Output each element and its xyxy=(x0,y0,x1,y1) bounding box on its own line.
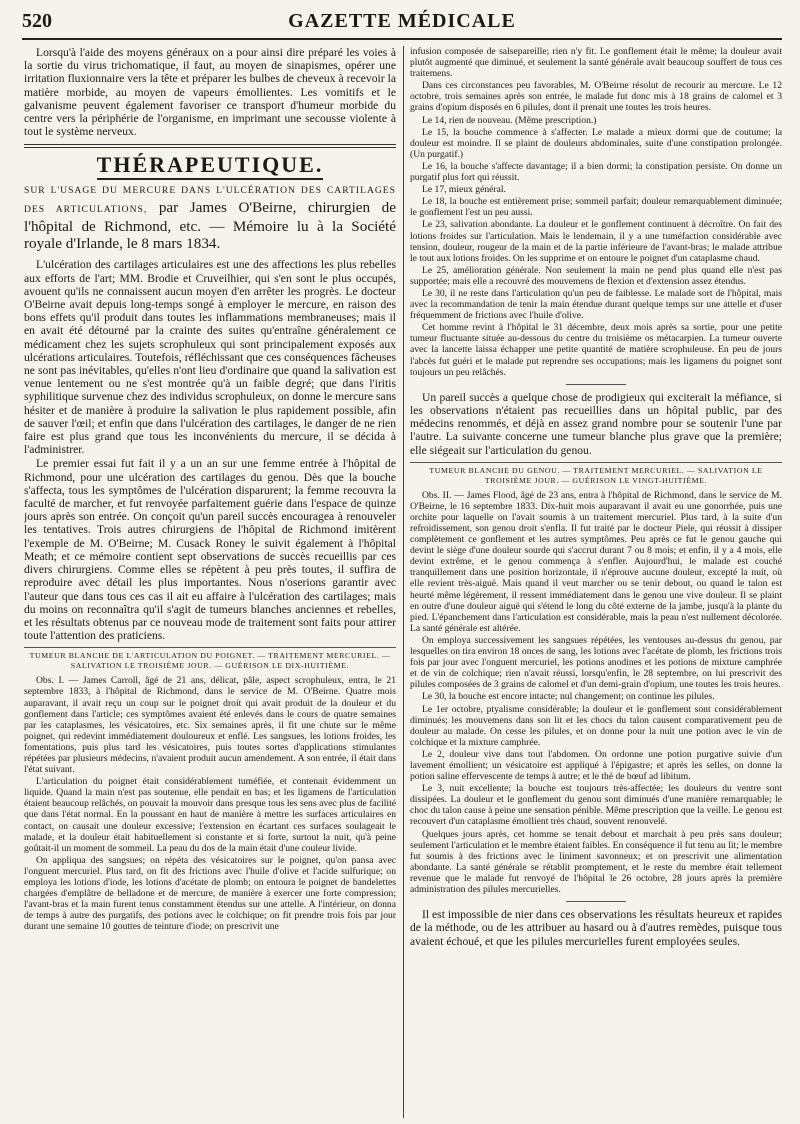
observation-paragraph: L'articulation du poignet était considérablement tuméfiée, et contenait évidemment un liquide. Quand la main n'est pas soutenue, elle pendait en bas; et les ligamens de l'articulation étaient beaucoup relâchés, on pouvait la mouvoir dans presque tous les sens avec plus de facilité que dans l'état normal. En la poussant en haut de manière à mettre les surfaces articulaires en contact, on causait une douleur excessive; l'extension en écartant ces surfaces soulageait le malade, et la douleur était habituellement si constante et si forte, surtout la nuit, qu'à peine goûtait-il un moment de sommeil. La peau du dos de la main était d'une couleur livide. xyxy=(24,776,396,854)
case-heading: TUMEUR BLANCHE DU GENOU. — TRAITEMENT MERCURIEL. — SALIVATION LE TROISIÈME JOUR. — GUÉRISON LE VINGT-HUITIÈME. xyxy=(410,462,782,486)
observation-paragraph: Le 15, la bouche commence à s'affecter. Le malade a mieux dormi que de coutume; la douleur est moindre. Il se plaint de douleurs abdominales, suite d'une constipation prolongée. (Un purgatif.) xyxy=(410,126,782,160)
article-title xyxy=(24,180,396,252)
article-title-smallcaps: SUR L'USAGE DU MERCURE DANS L'ULCÉRATION DES CARTILAGES DES ARTICULATIONS, xyxy=(24,185,396,216)
observation-paragraph: Obs. I. — James Carroll, âgé de 21 ans, délicat, pâle, aspect scrophuleux, entra, le 21 septembre 1833, à l'hôpital de Richmond, dans le service de M. O'Beirne. Quatre mois auparavant, il avait reçu un coup sur le poignet droit qui avait produit de la douleur et du gonflement dans l'article; ces symptômes avaient été enlevés dans le cours de quatre semaines par les cataplasmes, les vésicatoires, etc. Six semaines après, il fit une chute sur le même poignet, qui redevint immédiatement douloureux et enflé. Les sangsues, les lotions froides, les fomentations, puis plus tard les vésicatoires, puis toutes sortes d'applications stimulantes répétées par plusieurs médecins, n'avaient produit aucun amendement. A son entrée, il était dans l'état suivant. xyxy=(24,675,396,776)
section-heading-text: THÉRAPEUTIQUE. xyxy=(97,152,324,180)
observation-paragraph: Le 17, mieux général. xyxy=(422,184,506,196)
observation-paragraph: infusion composée de salsepareille; rien n'y fit. Le gonflement était le même; la douleur avait plutôt augmenté que diminué, et seulement la santé générale avait beaucoup souffert de tous ces traitemens. xyxy=(410,46,782,80)
observation-paragraph: Le 2, douleur vive dans tout l'abdomen. On ordonne une potion purgative suivie d'un lavement émollient; un vésicatoire est appliqué à l'épigastre; et après les selles, on donne la potion saline effervescente de temps à autre; et le thé de bœuf ad libitum. xyxy=(410,748,782,783)
page-number: 520 xyxy=(22,10,52,32)
observation-paragraph: Obs. II. — James Flood, âgé de 23 ans, entra à l'hôpital de Richmond, dans le service de M. O'Beirne, le 16 septembre 1833. Dix-huit mois auparavant il avait eu une gonorrhée, puis une orchite pour laquelle on l'avait soumis à un traitement mercuriel. Plus tard, à la suite d'un refroidissement, son genou droit s'enfla. Il fut traité par le docteur Piele, qui réussit à dissiper complètement ce gonflement et les autres symptômes. Peu après ce fut le genou gauche qui devint le siège d'une douleur sourde qui s'accrut durant 7 ou 8 mois; et enfin, il y a 4 mois, elle devint extrême, et le genou commença à s'enfler. Aujourd'hui, le malade est couché tranquillement dans une position horizontale, il n'éprouve aucune douleur, excepté la nuit, où elle revient très-aiguë. Mais quand il veut marcher ou se tenir debout, ou quand le talon est heurté même légèrement, il ressent immédiatement dans le genou une vive douleur. Il se plaint en outre d'une douleur aiguë qui s'étend le long du côté externe de la jambe, jusqu'à la plante du pied. L'épanchement dans l'articulation est considérable, mais la peau n'est nullement décolorée. La santé générale est altérée. xyxy=(410,489,782,634)
case-heading: TUMEUR BLANCHE DE L'ARTICULATION DU POIGNET. — TRAITEMENT MERCURIEL. — SALIVATION LE TROISIÈME JOUR. — GUÉRISON LE DIX-HUITIÈME. xyxy=(24,647,396,671)
right-column xyxy=(410,46,782,1118)
article-title-rest: par James O'Beirne, chirurgien de l'hôpital de Richmond, etc. — Mémoire lu à la Société royale d'Irlande, le 8 mars 1834. xyxy=(24,199,396,253)
column-rule xyxy=(403,46,404,1118)
observation-paragraph: Le 30, la bouche est encore intacte; nul changement; on continue les pilules. xyxy=(422,691,715,703)
observation-paragraph: Dans ces circonstances peu favorables, M. O'Beirne résolut de recourir au mercure. Le 12 octobre, trois semaines après son entrée, le malade fut donc mis à 18 grains de calomel et 3 grains d'opium disposés en 6 pilules, dont il prenait une toutes les trois heures. xyxy=(410,80,782,114)
divider xyxy=(566,384,626,385)
section-heading xyxy=(24,152,396,178)
left-column xyxy=(24,46,396,1118)
observation-paragraph: Le 18, la bouche est entièrement prise; sommeil parfait; douleur remarquablement diminuée; le gonflement l'est un peu aussi. xyxy=(410,196,782,219)
section-rule xyxy=(24,144,396,148)
body-paragraph: L'ulcération des cartilages articulaires est une des affections les plus rebelles aux efforts de l'art; MM. Brodie et Cruveilhier, qui s'en sont le plus occupés, avouent qu'ils ne connaissent aucun moyen d'en arrêter les progrès. Le docteur O'Beirne avait depuis long-temps songé à employer le mercure, en raison des bons effets qu'il produit dans toutes les inflammations membraneuses; mais il en avait été détourné par la crainte des suites qu'entraîne généralement ce médicament chez les sujets scrophuleux qui sont principalement exposés aux ulcérations articulaires. Toutefois, réfléchissant que ces conséquences fâcheuses ne sont pas inévitables, qu'elles n'ont lieu d'ordinaire que quand la salivation est venue lentement ou ne s'est montrée qu'à un faible degré; que dans l'iritis syphilitique survenue chez des individus scrophuleux, on donne le mercure sans hésiter et de manière à produire la salivation le plus rapidement possible, afin de sauver l'œil; et enfin que dans l'ulcération des cartilages, le danger de ne rien faire est plus grand que tous les inconvénients du mercure, il se décida à l'administrer. xyxy=(24,258,396,457)
intro-paragraph: Lorsqu'à l'aide des moyens généraux on a pour ainsi dire préparé les voies à la sortie du virus trichomatique, il faut, au moyen de sinapismes, opérer une irritation fluxionnaire vers la tête et préparer les bulbes de cheveux à recevoir la matière morbide, au moyen de vapeurs émollientes. Les vomitifs et le galvanisme peuvent également favoriser ce transport d'humeur morbide du centre vers la périphérie de l'organisme, en imprimant une secousse violente à tout le système nerveux. xyxy=(24,46,396,139)
observation-paragraph: Le 3, nuit excellente; la bouche est toujours très-affectée; les douleurs du ventre sont dissipées. La douleur et le gonflement du genou sont diminués d'une manière remarquable; le choc du talon cause à peine une sensation pénible. Même prescription que la veille. Le genou est recouvert d'un cataplasme émollient très chaud, souvent renouvelé. xyxy=(410,783,782,828)
observation-paragraph: Le 16, la bouche s'affecte davantage; il a bien dormi; la constipation persiste. On donne un purgatif plus fort qui réussit. xyxy=(410,160,782,184)
page-header xyxy=(22,8,782,42)
commentary-paragraph: Un pareil succès a quelque chose de prodigieux qui exciterait la méfiance, si les observations n'étaient pas recueillies dans un hôpital public, par des médecins renommés, et déjà en assez grand nombre pour se soutenir l'une par l'autre. La suivante concerne une tumeur blanche plus grave que la première; elle siégeait sur l'articulation du genou. xyxy=(410,390,782,457)
observation-paragraph: Le 30, il ne reste dans l'articulation qu'un peu de faiblesse. Le malade sort de l'hôpital, mais avec la recommandation de tenir la main étendue durant quelque temps sur une attelle et d'user fréquemment de frictions avec l'huile d'olive. xyxy=(410,287,782,322)
observation-paragraph: On employa successivement les sangsues répétées, les ventouses au-dessus du genou, par lesquelles on tira environ 18 onces de sang, les lotions avec l'acétate de plomb, les frictions trois fois par jour avec l'onguent mercuriel, les potions anodines et les potions de mixture camphrée et de vin de colchique; rien n'avait réussi, lorsqu'enfin, le 28 septembre, on lui prescrivit des pilules composées de 3 grains de calomel et d'un demi-grain d'opium, une toutes les trois heures. xyxy=(410,634,782,691)
header-rule xyxy=(22,38,782,40)
conclusion-paragraph: Il est impossible de nier dans ces observations les résultats heureux et rapides de la méthode, ou de les attribuer au hasard ou à d'autres remèdes, puisque tous avaient échoué, et que les pilules mercurielles furent employées seules. xyxy=(410,908,782,948)
observation-paragraph: Le 23, salivation abondante. La douleur et le gonflement continuent à décroître. On fait des lotions froides sur l'articulation. Mais le lendemain, il y a une tuméfaction considérable avec tension, douleur, rougeur de la main et de la partie inférieure de l'avant-bras; le malade attribue le tout aux lotions froides. On les supprime et on entoure le poignet d'un cataplasme chaud. xyxy=(410,219,782,264)
observation-paragraph: Le 14, rien de nouveau. (Même prescription.) xyxy=(422,114,597,126)
observation-paragraph: Le 25, amélioration générale. Non seulement la main ne pend plus quand elle n'est pas supportée; mais elle a recouvré des mouvemens de flexion et d'extension assez étendus. xyxy=(410,264,782,287)
journal-title: GAZETTE MÉDICALE xyxy=(288,10,516,32)
body-paragraph: Le premier essai fut fait il y a un an sur une femme entrée à l'hôpital de Richmond, pour une ulcération des cartilages du genou. Dès que la bouche s'affecta, tous les symptômes de l'ulcération disparurent; la femme recouvra la faculté de marcher, et fut renvoyée parfaitement guérie dans l'espace de quinze jours après son entrée. On conçoit qu'un pareil succès encouragea à renouveler les tentatives. Trois autres chirurgiens de l'hôpital de Richmond imitèrent l'exemple de M. O'Beirne; M. Cusack Roney le suivit également à l'hôpital Meath; et ce mémoire contient sept observations de succès recueillis par ces divers chirurgiens. Comme elles se répètent à peu près toutes, il suffira de reproduire avec détail les plus importantes. Nous n'oserions garantir avec l'auteur que dans tous ces cas il ait eu affaire à l'ulcération des cartilages; mais du moins on reconnaîtra qu'il s'agit de tumeurs blanches anciennes et rebelles, et les résultats obtenus par ce nouveau mode de traitement sont faits pour attirer toute l'attention des praticiens. xyxy=(24,457,396,643)
observation-paragraph: Quelques jours après, cet homme se tenait debout et marchait à peu près sans douleur; seulement l'articulation et le membre étaient faibles. En conséquence il fut tenu au lit; le membre fut soumis à des frictions avec le liniment savonneux; et on prescrivit une alimentation abondante. La santé générale se rétablit promptement, et le reste du membre était tellement revenue que le malade fut renvoyé de l'hôpital le 26 octobre, 28 jours après la première administration des pilules mercurielles. xyxy=(410,828,782,896)
divider xyxy=(566,901,626,902)
observation-paragraph: Le 1er octobre, ptyalisme considérable; la douleur et le gonflement sont considérablement diminués; les mouvemens dans son lit et les chocs du talon causent comparativement peu de douleur au malade. On cesse les pilules, et on donne pour la nuit une potion avec le vin de colchique et la mixture camphrée. xyxy=(410,703,782,748)
observation-paragraph: On appliqua des sangsues; on répéta des vésicatoires sur le poignet, qu'on pansa avec l'onguent mercuriel. Plus tard, on fit des frictions avec l'huile d'olive et l'acide sulfurique; on employa les lotions d'iode, les lotions d'acétate de plomb; on entoura le poignet de bandelettes chargées d'emplâtre de belladone et de mercure, de manière à exercer une forte compression; l'avant-bras et la main furent tenus constamment étendus sur une attelle. A l'intérieur, on donna de temps à autre des purgatifs, des potions avec le colchique; on fit prendre trois fois par jour durant une semaine 10 gouttes de teinture d'iode; on prescrivit une xyxy=(24,854,396,933)
observation-paragraph: Cet homme revint à l'hôpital le 31 décembre, deux mois après sa sortie, pour une petite tumeur fluctuante située au-dessous du centre du troisième os métacarpien. La tumeur ouverte avec la lancette laissa échapper une petite quantité de matière scrophuleuse. En peu de jours l'abcès fut guéri et le malade put reprendre ses occupations; mais les ligamens du poignet sont toujours un peu relâchés. xyxy=(410,322,782,378)
